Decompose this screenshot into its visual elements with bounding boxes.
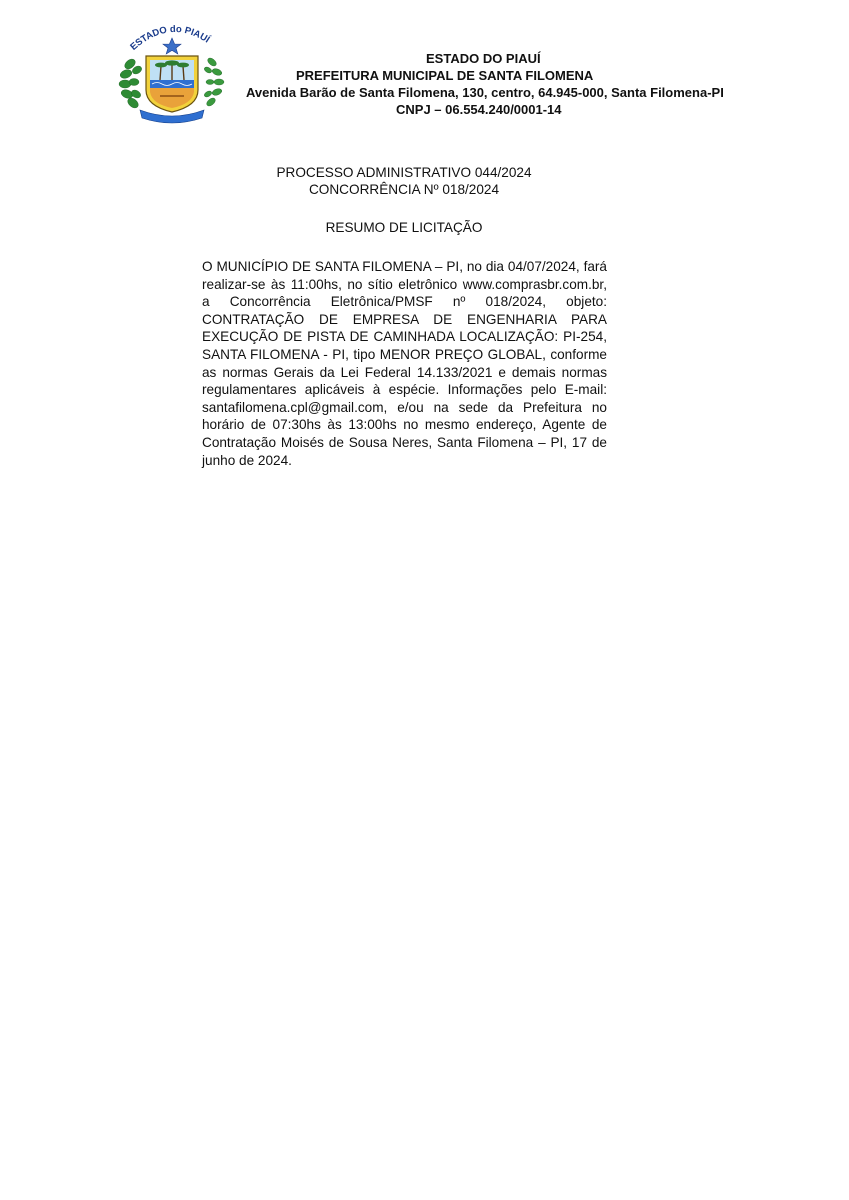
coat-of-arms-icon [116,18,228,126]
concorrencia-number: CONCORRÊNCIA Nº 018/2024 [308,182,500,197]
process-number: PROCESSO ADMINISTRATIVO 044/2024 [276,165,532,180]
notice-body: O MUNICÍPIO DE SANTA FILOMENA – PI, no dia 04/07/2024, fará realizar-se às 11:00hs, no sítio eletrônico www.comprasbr.com.br, a Concorrência Eletrônica/PMSF nº 018/2024, objeto: CONTRATAÇÃO DE EMPRESA DE ENGENHARIA PARA EXECUÇÃO DE PISTA DE CAMINHADA LOCALIZAÇÃO: PI-254, SANTA FILOMENA - PI, tipo MENOR PREÇO GLOBAL, conforme as normas Gerais da Lei Federal 14.133/2021 e demais normas regulamentares aplicáveis à espécie. Informações pelo E-mail: santafilomena.cpl@gmail.com, e/ou na sede da Prefeitura no horário de 07:30hs às 13:00hs no mesmo endereço, Agente de Contratação Moisés de Sousa Neres, Santa Filomena – PI, 17 de junho de 2024. [202,259,607,468]
prefecture-name: PREFEITURA MUNICIPAL DE SANTA FILOMENA [296,68,594,83]
cnpj-line: CNPJ – 06.554.240/0001-14 [396,102,562,117]
document-title: RESUMO DE LICITAÇÃO [325,220,483,235]
address-line: Avenida Barão de Santa Filomena, 130, centro, 64.945-000, Santa Filomena-PI [246,85,724,100]
state-name: ESTADO DO PIAUÍ [426,51,541,66]
emblem-arc-text: ESTADO do PIAUÍ [128,23,212,53]
